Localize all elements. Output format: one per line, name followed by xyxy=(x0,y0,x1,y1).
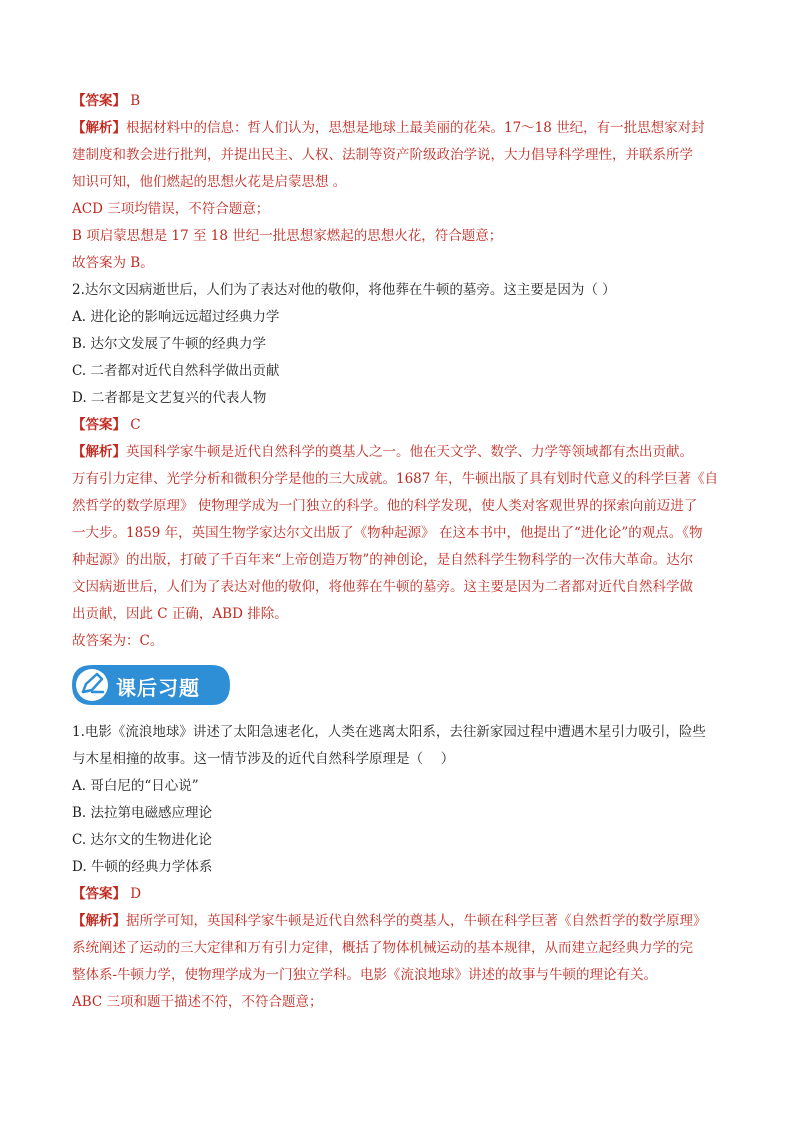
answer-label: 【答案】 xyxy=(72,417,126,433)
question-2-option-c: C. 二者都对近代自然科学做出贡献 xyxy=(72,363,280,379)
answer-2 xyxy=(72,412,732,439)
analysis-1-line-3: 知识可知，他们燃起的思想火花是启蒙思想 。 xyxy=(72,174,347,190)
analysis-label: 【解析】 xyxy=(72,913,126,929)
analysis-1-line-4: ACD 三项均错误，不符合题意； xyxy=(72,201,270,217)
analysis-1-line-2: 建制度和教会进行批判，并提出民主、人权、法制等资产阶级政治学说，大力倡导科学理性，并联系所学 xyxy=(72,147,693,163)
question-2: 2.达尔文因病逝世后，人们为了表达对他的敬仰，将他葬在牛顿的墓旁。这主要是因为（ ） xyxy=(72,282,616,298)
answer-3 xyxy=(72,881,732,908)
analysis-3-line-2: 系统阐述了运动的三大定律和万有引力定律，概括了物体机械运动的基本规律，从而建立起经典力学的完 xyxy=(72,940,693,956)
question-3-option-d: D. 牛顿的经典力学体系 xyxy=(72,859,213,875)
analysis-3-line-1: 【解析】据所学可知，英国科学家牛顿是近代自然科学的奠基人，牛顿在科学巨著《自然哲学的数学原理》 xyxy=(72,913,707,929)
question-2-option-b: B. 达尔文发展了牛顿的经典力学 xyxy=(72,336,267,352)
analysis-2-line-2: 万有引力定律、光学分析和微积分学是他的三大成就。1687 年，牛顿出版了具有划时代意义的科学巨著《自 xyxy=(72,471,719,487)
analysis-2-line-1: 【解析】英国科学家牛顿是近代自然科学的奠基人之一。他在天文学、数学、力学等领域都有杰出贡献。 xyxy=(72,444,693,460)
question-3-line-2: 与木星相撞的故事。这一情节涉及的近代自然科学原理是（ ） xyxy=(72,751,455,767)
question-3-option-c: C. 达尔文的生物进化论 xyxy=(72,832,212,848)
answer-label: 【答案】 xyxy=(72,886,126,902)
analysis-2-line-4: 一大步。1859 年，英国生物学家达尔文出版了《物种起源》 在这本书中，他提出了“进化论”的观点。《物 xyxy=(72,525,703,541)
banner-title: 课后习题 xyxy=(116,676,200,700)
analysis-2-line-5: 种起源》的出版，打破了千百年来“上帝创造万物”的神创论，是自然科学生物科学的一次伟大革命。达尔 xyxy=(72,552,694,568)
document-page xyxy=(72,88,732,1016)
analysis-2-line-8: 故答案为：C。 xyxy=(72,633,164,649)
answer-value: D xyxy=(126,886,142,902)
section-banner xyxy=(72,665,232,709)
answer-value: B xyxy=(126,93,141,109)
analysis-2-line-7: 出贡献，因此 C 正确，ABD 排除。 xyxy=(72,606,288,622)
question-3-option-b: B. 法拉第电磁感应理论 xyxy=(72,805,213,821)
question-2-option-a: A. 进化论的影响远远超过经典力学 xyxy=(72,309,280,325)
analysis-3-line-3: 整体系-牛顿力学，使物理学成为一门独立学科。电影《流浪地球》讲述的故事与牛顿的理论有关。 xyxy=(72,967,658,983)
answer-label: 【答案】 xyxy=(72,93,126,109)
analysis-2-line-3: 然哲学的数学原理》 使物理学成为一门独立的科学。他的科学发现，使人类对客观世界的探索向前迈进了 xyxy=(72,498,698,514)
analysis-label: 【解析】 xyxy=(72,120,126,136)
answer-1 xyxy=(72,88,732,115)
question-3-option-a: A. 哥白尼的“日心说” xyxy=(72,778,199,794)
question-3-line-1: 1.电影《流浪地球》讲述了太阳急速老化，人类在逃离太阳系，去往新家园过程中遭遇木星引力吸引，险些 xyxy=(72,724,706,740)
analysis-3-line-4: ABC 三项和题干描述不符，不符合题意； xyxy=(72,994,323,1010)
analysis-label: 【解析】 xyxy=(72,444,126,460)
question-2-option-d: D. 二者都是文艺复兴的代表人物 xyxy=(72,390,267,406)
analysis-1-line-5: B 项启蒙思想是 17 至 18 世纪一批思想家燃起的思想火花，符合题意； xyxy=(72,228,503,244)
answer-value: C xyxy=(126,417,141,433)
analysis-1-line-6: 故答案为 B。 xyxy=(72,255,154,271)
analysis-1-line-1: 【解析】根据材料中的信息：哲人们认为，思想是地球上最美丽的花朵。17～18 世纪，有一批思想家对封 xyxy=(72,120,705,136)
analysis-2-line-6: 文因病逝世后，人们为了表达对他的敬仰，将他葬在牛顿的墓旁。这主要是因为二者都对近代自然科学做 xyxy=(72,579,693,595)
